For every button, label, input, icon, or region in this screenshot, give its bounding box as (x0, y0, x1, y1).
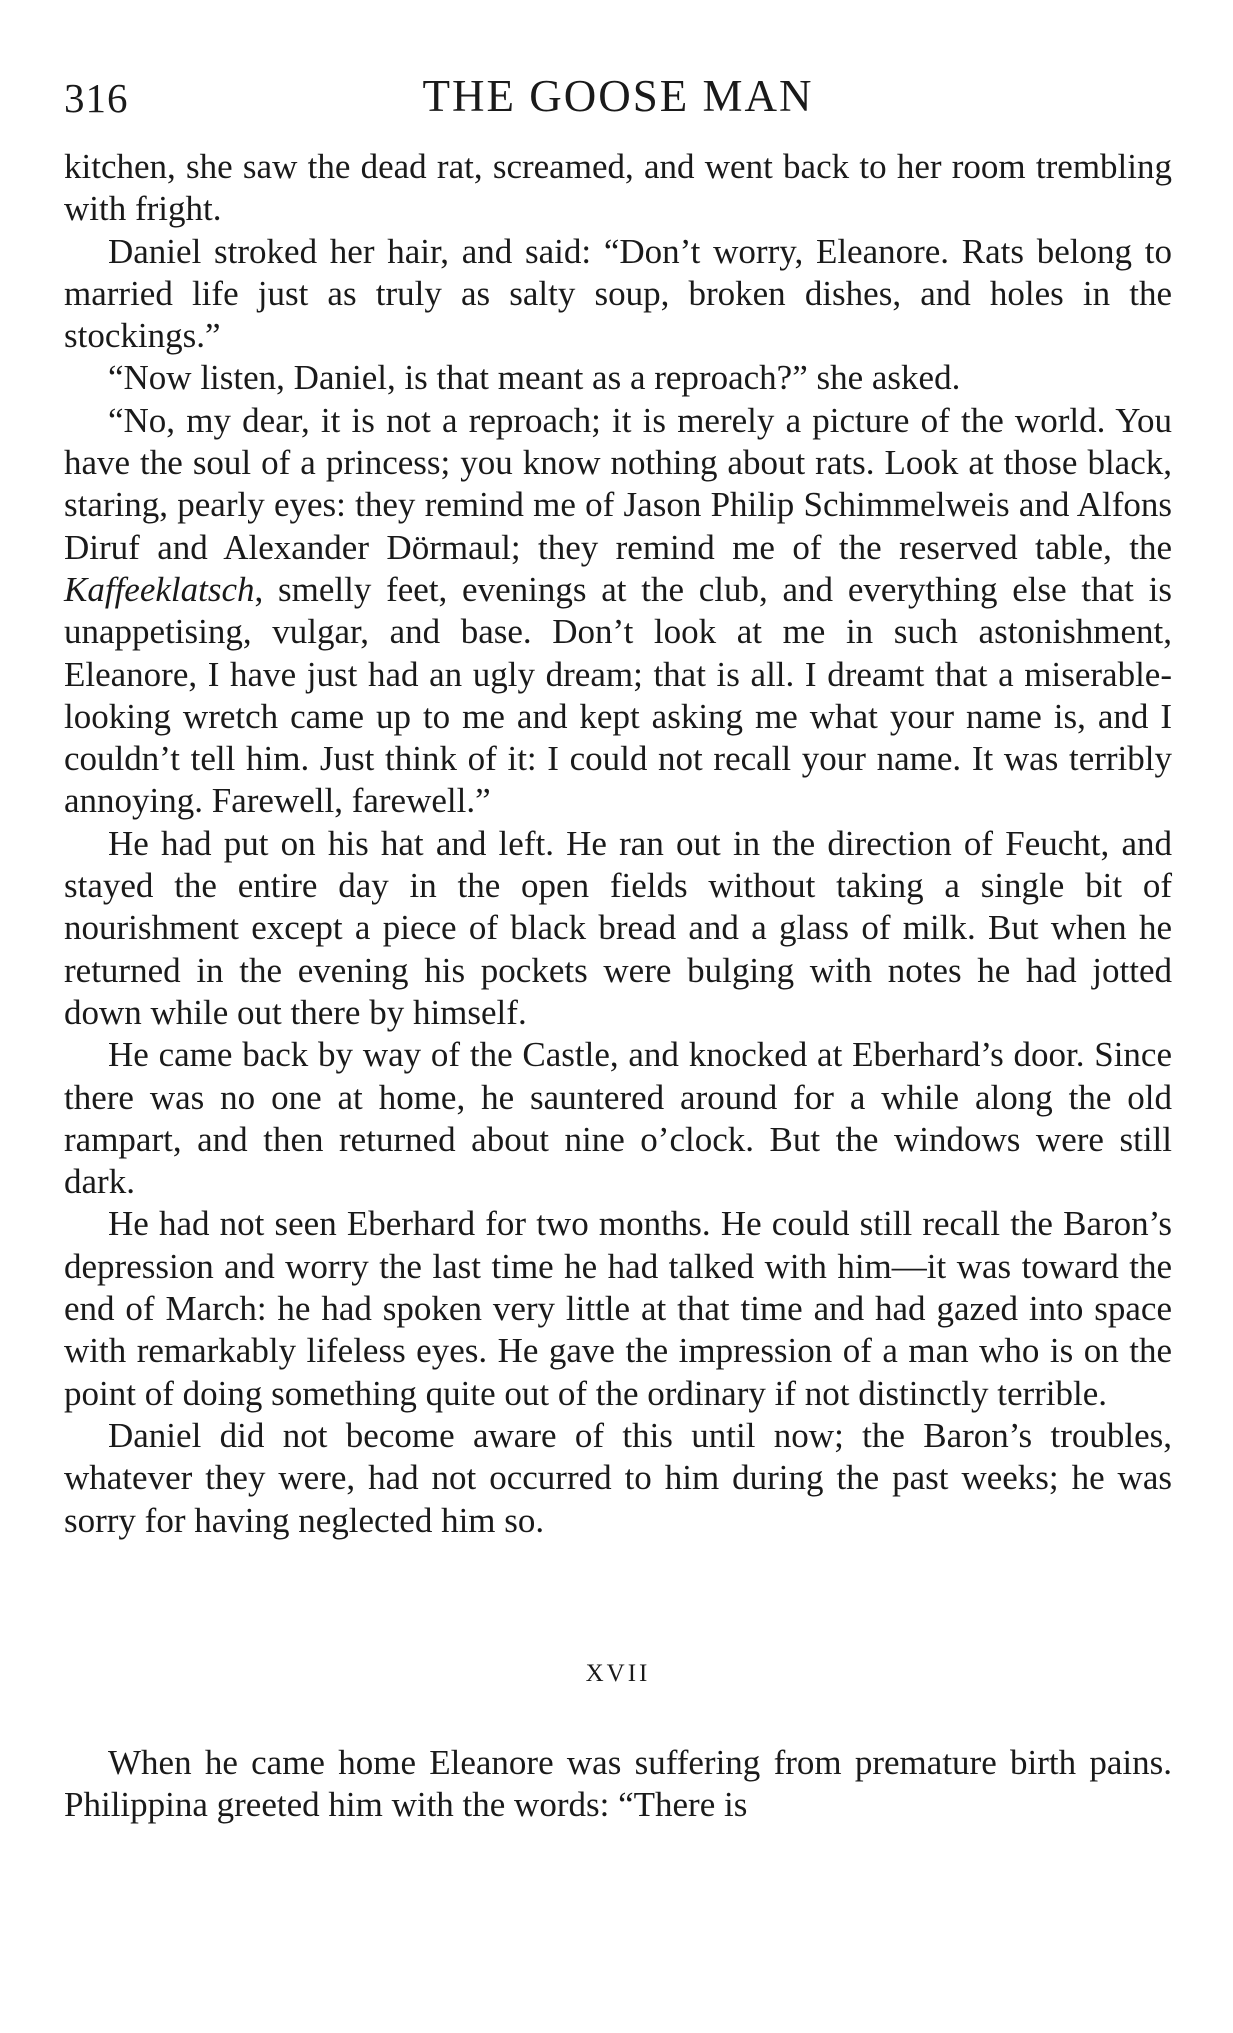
paragraph-6: He came back by way of the Castle, and knocked at Eberhard’s door. Since there was no one at home, he sauntered around for a while along the old rampart, and then returned about nine o’clock. But the windows were still dark. (64, 1035, 1172, 1202)
paragraph-8: Daniel did not become aware of this until now; the Baron’s troubles, whatever they were, had not occurred to him during the past weeks; he was sorry for having neglected him so. (64, 1415, 1172, 1540)
book-page (64, 60, 1172, 1826)
paragraph-7: He had not seen Eberhard for two months. He could still recall the Baron’s depression and worry the last time he had talked with him—it was toward the end of March: he had spoken very little at that time and had gazed into space with remarkably lifeless eyes. He gave the impression of a man who is on the point of doing something quite out of the ordinary if not distinctly terrible. (64, 1204, 1172, 1413)
chapter-heading: XVII (585, 1659, 651, 1687)
paragraph-2: Daniel stroked her hair, and said: “Don’t worry, Eleanore. Rats belong to married life just as truly as salty soup, broken dishes, and holes in the stockings.” (64, 231, 1172, 356)
chapter-opening-paragraph: When he came home Eleanore was suffering from premature birth pains. Philippina greeted him with the words: “There is (64, 1742, 1172, 1825)
italic-foreign-word: Kaffeeklatsch (64, 569, 255, 609)
paragraph-3: “Now listen, Daniel, is that meant as a reproach?” she asked. (108, 358, 961, 398)
running-head (64, 60, 1172, 134)
paragraph-1: kitchen, she saw the dead rat, screamed, and went back to her room trembling with fright. (64, 147, 1172, 229)
paragraph-5: He had put on his hat and left. He ran out in the direction of Feucht, and stayed the entire day in the open fields without taking a single bit of nourishment except a piece of black bread and a glass of milk. But when he returned in the evening his pockets were bulging with notes he had jotted down while out there by himself. (64, 823, 1172, 1032)
running-title: THE GOOSE MAN (422, 71, 814, 121)
body-text (64, 146, 1172, 1826)
page-number: 316 (64, 75, 129, 121)
paragraph-4: “No, my dear, it is not a reproach; it is merely a picture of the world. You have the soul of a princess; you know nothing about rats. Look at those black, staring, pearly eyes: they remind me of Jason Philip Schimmelweis and Alfons Diruf and Alexander Dörmaul; they remind me of the reserved table, the Kaffeeklatsch, smelly feet, evenings at the club, and everything else that is unappetising, vulgar, and base. Don’t look at me in such astonishment, Eleanore, I have just had an ugly dream; that is all. I dreamt that a miserable-looking wretch came up to me and kept asking me what your name is, and I couldn’t tell him. Just think of it: I could not recall your name. It was terribly annoying. Farewell, farewell.” (64, 400, 1172, 821)
